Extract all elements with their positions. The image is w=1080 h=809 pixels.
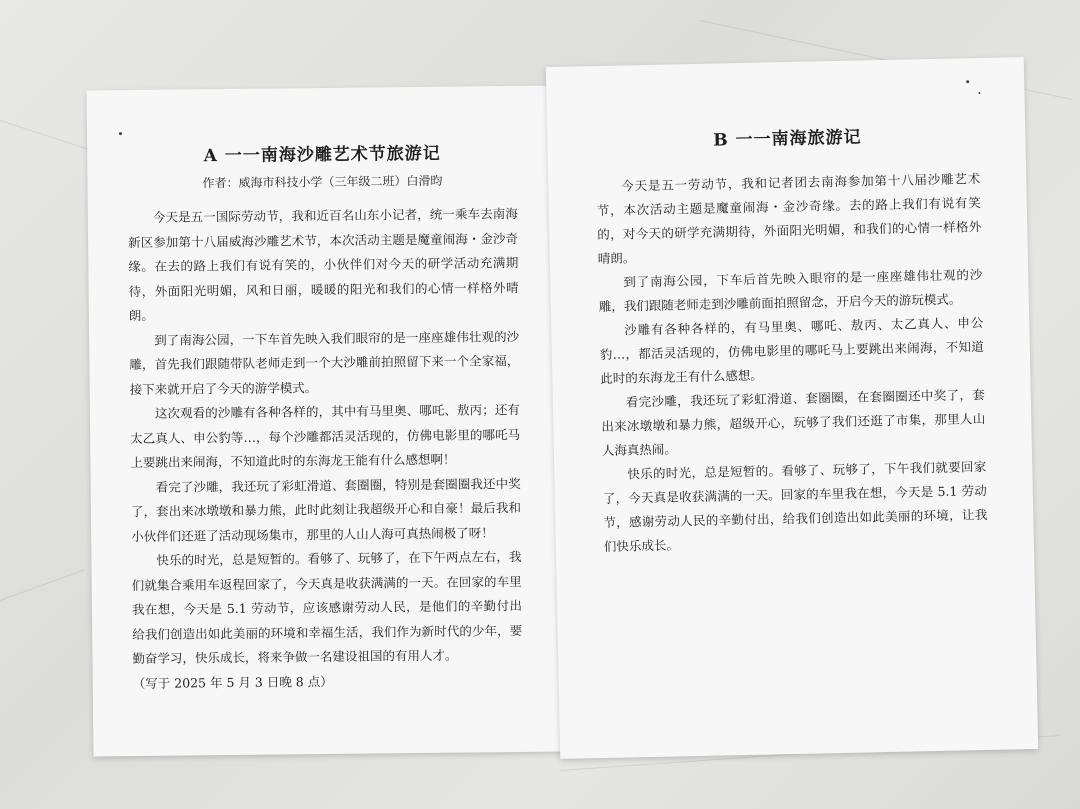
page-b-paragraph-1: 今天是五一劳动节，我和记者团去南海参加第十八届沙雕艺术节，本次活动主题是魔童闹海・金沙奇缘。去的路上我们有说有笑的，对今天的研学充满期待，外面阳光明媚，和我们的心情一样格外晴朗。: [596, 171, 982, 267]
page-a-paragraph-3: 这次观看的沙雕有各种各样的，其中有马里奥、哪吒、敖丙；还有太乙真人、申公豹等…，每个沙雕都活灵活现的，仿佛电影里的哪吒马上要跳出来闹海，不知道此时的东海龙王能有什么感想啊！: [130, 401, 521, 471]
page-b-paragraph-4: 看完沙雕，我还玩了彩虹滑道、套圈圈，在套圈圈还中奖了，套出来冰墩墩和暴力熊，超级开心，玩够了我们还逛了市集，那里人山人海真热闹。: [601, 386, 986, 458]
document-page-a: [87, 86, 564, 757]
page-b-paragraph-5: 快乐的时光，总是短暂的。看够了、玩够了，下午我们就要回家了，今天真是收获满满的一天。回家的车里我在想，今天是 5.1 劳动节，感谢劳动人民的辛勤付出，给我们创造出如此美丽的环境，让我们快乐成长。: [602, 458, 988, 554]
paper-speck: [966, 80, 969, 83]
page-a-paragraph-5: 快乐的时光，总是短暂的。看够了、玩够了，在下午两点左右，我们就集合乘用车返程回家了，今天真是收获满满的一天。在回家的车里我在想，今天是 5.1 劳动节，应该感谢劳动人民，是他们的辛勤付出给我们创造出如此美丽的环境和幸福生活，我们作为新时代的少年，要勤奋学习，快乐成长，将来争做一名建设祖国的有用人才。: [131, 548, 523, 667]
page-a-title: A 一一南海沙雕艺术节旅游记: [203, 143, 441, 167]
page-a-paragraph-4: 看完了沙雕，我还玩了彩虹滑道、套圈圈，特别是套圈圈我还中奖了，套出来冰墩墩和暴力熊，此时此刻让我超级开心和自豪！最后我和小伙伴们还逛了活动现场集市，那里的人山人海可真热闹极了呀！: [130, 475, 521, 544]
paper-speck: [119, 132, 122, 135]
page-b-paragraph-2: 到了南海公园，下车后首先映入眼帘的是一座座雄伟壮观的沙雕，我们跟随老师走到沙雕前面拍照留念，开启今天的游玩模式。: [598, 266, 983, 315]
page-a-signature: （写于 2025 年 5 月 3 日晚 8 点）: [132, 673, 333, 691]
document-page-b: [546, 57, 1038, 759]
marble-vein: [0, 569, 85, 601]
paper-speck: [978, 92, 980, 94]
page-a-paragraph-2: 到了南海公园，一下车首先映入我们眼帘的是一座座雄伟壮观的沙雕，首先我们跟随带队老师走到一个大沙雕前拍照留下来一个全家福，接下来就开启了今天的游学模式。: [129, 328, 520, 397]
page-a-paragraph-1: 今天是五一国际劳动节，我和近百名山东小记者，统一乘车去南海新区参加第十八届威海沙雕艺术节，本次活动主题是魔童闹海・金沙奇缘。在去的路上我们有说有笑的，小伙伴们对今天的研学活动充满期待，外面阳光明媚，风和日丽，暖暖的阳光和我们的心情一样格外晴朗。: [128, 205, 519, 324]
page-a-author: 作者：威海市科技小学（三年级二班）白滑昀: [202, 173, 443, 191]
page-b-paragraph-3: 沙雕有各种各样的，有马里奥、哪吒、敖丙、太乙真人、申公豹…，都活灵活现的，仿佛电影里的哪吒马上要跳出来闹海，不知道此时的东海龙王有什么感想。: [599, 314, 984, 387]
page-b-title: B 一一南海旅游记: [713, 127, 862, 151]
